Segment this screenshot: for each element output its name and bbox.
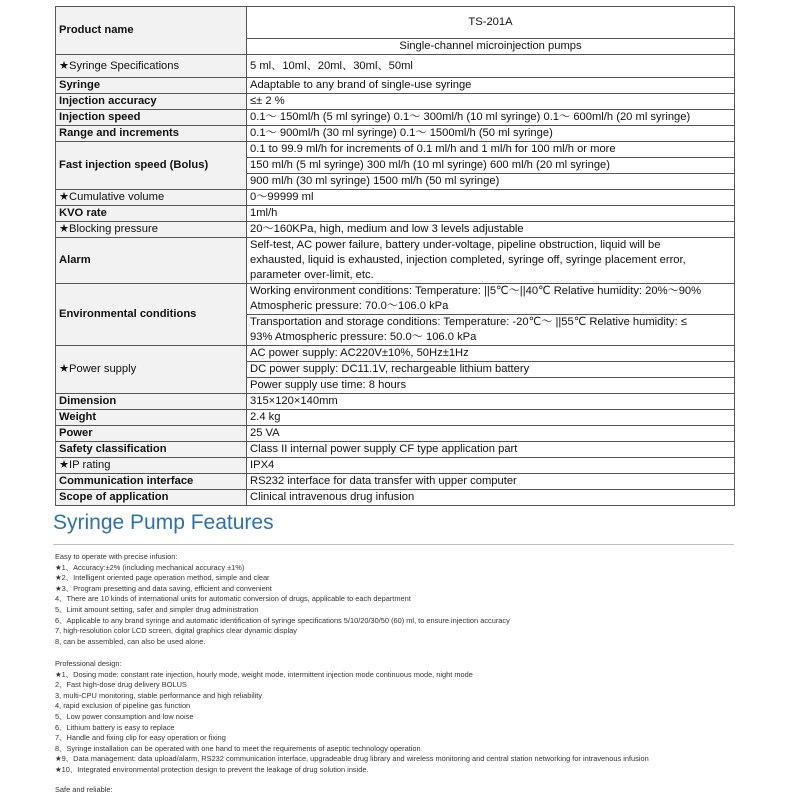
feature-item: 7、Handle and fixing clip for easy operation or fixing (55, 733, 226, 743)
communication-label: Communication interface (56, 474, 247, 490)
feature-item: 8, can be assembled, can also be used alone. (55, 636, 206, 646)
feature-item: 5、Low power consumption and low noise (55, 711, 194, 721)
section-heading: Easy to operate with precise infusion: (55, 552, 178, 561)
product-model: TS-201A (247, 7, 735, 39)
weight-value: 2.4 kg (247, 410, 735, 426)
features-title: Syringe Pump Features (53, 511, 274, 534)
range-increments-label: Range and increments (56, 126, 247, 142)
professional-design-section (55, 659, 745, 776)
section-heading: Professional design: (55, 659, 122, 668)
feature-item: 4, rapid exclusion of pipeline gas function (55, 701, 191, 711)
feature-item: ★9、Data management: data upload/alarm, RS232 communication interface, upgradeable drug library and wireless monitoring and central station networking for intravenous infusion (55, 754, 649, 764)
blocking-pressure-value: 20～160KPa, high, medium and low 3 levels adjustable (247, 222, 735, 238)
feature-item: ★1、Accuracy:±2% (including mechanical accuracy ±1%) (55, 562, 245, 572)
feature-item: ★1、Dosing mode: constant rate injection, hourly mode, weight mode, intermittent injection mode continuous mode, night mode (55, 669, 473, 679)
easy-operation-section (55, 552, 745, 647)
power-value: 25 VA (247, 426, 735, 442)
feature-item: ★10、Integrated environmental protection design to prevent the leakage of drug solution inside. (55, 764, 369, 774)
dimension-label: Dimension (56, 394, 247, 410)
bolus-label: Fast injection speed (Bolus) (56, 142, 247, 190)
power-supply-ac: AC power supply: AC220V±10%, 50Hz±1Hz (247, 346, 735, 362)
environment-storage (247, 315, 735, 346)
syringe-label: Syringe (56, 78, 247, 94)
power-supply-dc: DC power supply: DC11.1V, rechargeable lithium battery (247, 362, 735, 378)
environment-working-line: Working environment conditions: Temperature: ||5℃～||40℃ Relative humidity: 20%～90% (250, 285, 702, 297)
spec-table (55, 6, 735, 506)
environment-working-line: Atmospheric pressure: 70.0～106.0 kPa (250, 300, 449, 312)
feature-item: 8、Syringe installation can be operated with one hand to meet the requirements of aseptic technology operation (55, 743, 421, 753)
safety-label: Safety classification (56, 442, 247, 458)
environment-storage-line: Transportation and storage conditions: Temperature: -20℃～ ||55℃ Relative humidity: ≤ (250, 316, 687, 328)
power-label: Power (56, 426, 247, 442)
section-heading: Safe and reliable: (55, 785, 113, 794)
alarm-line: Self-test, AC power failure, battery under-voltage, pipeline obstruction, liquid will be (250, 239, 661, 251)
safe-reliable-section (55, 785, 745, 796)
power-supply-label: ★Power supply (56, 346, 247, 394)
blocking-pressure-label: ★Blocking pressure (56, 222, 247, 238)
scope-label: Scope of application (56, 490, 247, 506)
range-increments-value-2: 0.1 to 99.9 ml/h for increments of 0.1 ml/h and 1 ml/h for 100 ml/h or more (247, 142, 735, 158)
cumulative-volume-value: 0～99999 ml (247, 190, 735, 206)
product-description: Single-channel microinjection pumps (247, 39, 735, 55)
dimension-value: 315×120×140mm (247, 394, 735, 410)
feature-item: ★2、Intelligent oriented page operation method, simple and clear (55, 573, 270, 583)
feature-item: 6、Lithium battery is easy to replace (55, 722, 175, 732)
injection-speed-label: Injection speed (56, 110, 247, 126)
injection-speed-value: 0.1～ 150ml/h (5 ml syringe) 0.1～ 300ml/h (10 ml syringe) 0.1～ 600ml/h (20 ml syringe) (247, 110, 735, 126)
feature-item: ★3、Program presetting and data saving, efficient and convenient (55, 583, 272, 593)
syringe-specs-value: 5 ml、10ml、20ml、30ml、50ml (247, 55, 735, 78)
syringe-specs-label: ★Syringe Specifications (56, 55, 247, 78)
feature-item: 4、There are 10 kinds of international units for automatic conversion of drugs, applicable to each department (55, 594, 411, 604)
alarm-label: Alarm (56, 238, 247, 284)
syringe-value: Adaptable to any brand of single-use syringe (247, 78, 735, 94)
scope-value: Clinical intravenous drug infusion (247, 490, 735, 506)
kvo-rate-label: KVO rate (56, 206, 247, 222)
environment-working (247, 284, 735, 315)
feature-item: 2、Fast high-dose drug delivery BOLUS (55, 680, 187, 690)
alarm-line: parameter over-limit, etc. (250, 269, 374, 281)
communication-value: RS232 interface for data transfer with upper computer (247, 474, 735, 490)
product-name-label: Product name (56, 7, 247, 55)
safety-value: Class II internal power supply CF type application part (247, 442, 735, 458)
range-increments-value-1: 0.1～ 900ml/h (30 ml syringe) 0.1～ 1500ml/h (50 ml syringe) (247, 126, 735, 142)
environment-storage-line: 93% Atmospheric pressure: 50.0～ 106.0 kPa (250, 331, 477, 343)
bolus-value-2: 900 ml/h (30 ml syringe) 1500 ml/h (50 ml syringe) (247, 174, 735, 190)
injection-accuracy-label: Injection accuracy (56, 94, 247, 110)
feature-item: 5、Limit amount setting, safer and simpler drug administration (55, 604, 259, 614)
feature-item: 7, high-resolution color LCD screen, digital graphics clear dynamic display (55, 626, 297, 636)
environment-label: Environmental conditions (56, 284, 247, 346)
features-divider (53, 544, 734, 545)
ip-rating-label: ★IP rating (56, 458, 247, 474)
feature-item: 3, multi-CPU monitoring, stable performance and high reliability (55, 690, 263, 700)
power-supply-time: Power supply use time: 8 hours (247, 378, 735, 394)
kvo-rate-value: 1ml/h (247, 206, 735, 222)
alarm-value (247, 238, 735, 284)
feature-item: 6、Applicable to any brand syringe and automatic identification of syringe specifications 5/10/20/30/50 (60) ml, to ensure injection accuracy (55, 615, 510, 625)
injection-accuracy-value: ≤± 2 % (247, 94, 735, 110)
bolus-value-1: 150 ml/h (5 ml syringe) 300 ml/h (10 ml syringe) 600 ml/h (20 ml syringe) (247, 158, 735, 174)
alarm-line: exhausted, liquid is exhausted, injection completed, syringe off, syringe placement error, (250, 254, 686, 266)
ip-rating-value: IPX4 (247, 458, 735, 474)
weight-label: Weight (56, 410, 247, 426)
cumulative-volume-label: ★Cumulative volume (56, 190, 247, 206)
